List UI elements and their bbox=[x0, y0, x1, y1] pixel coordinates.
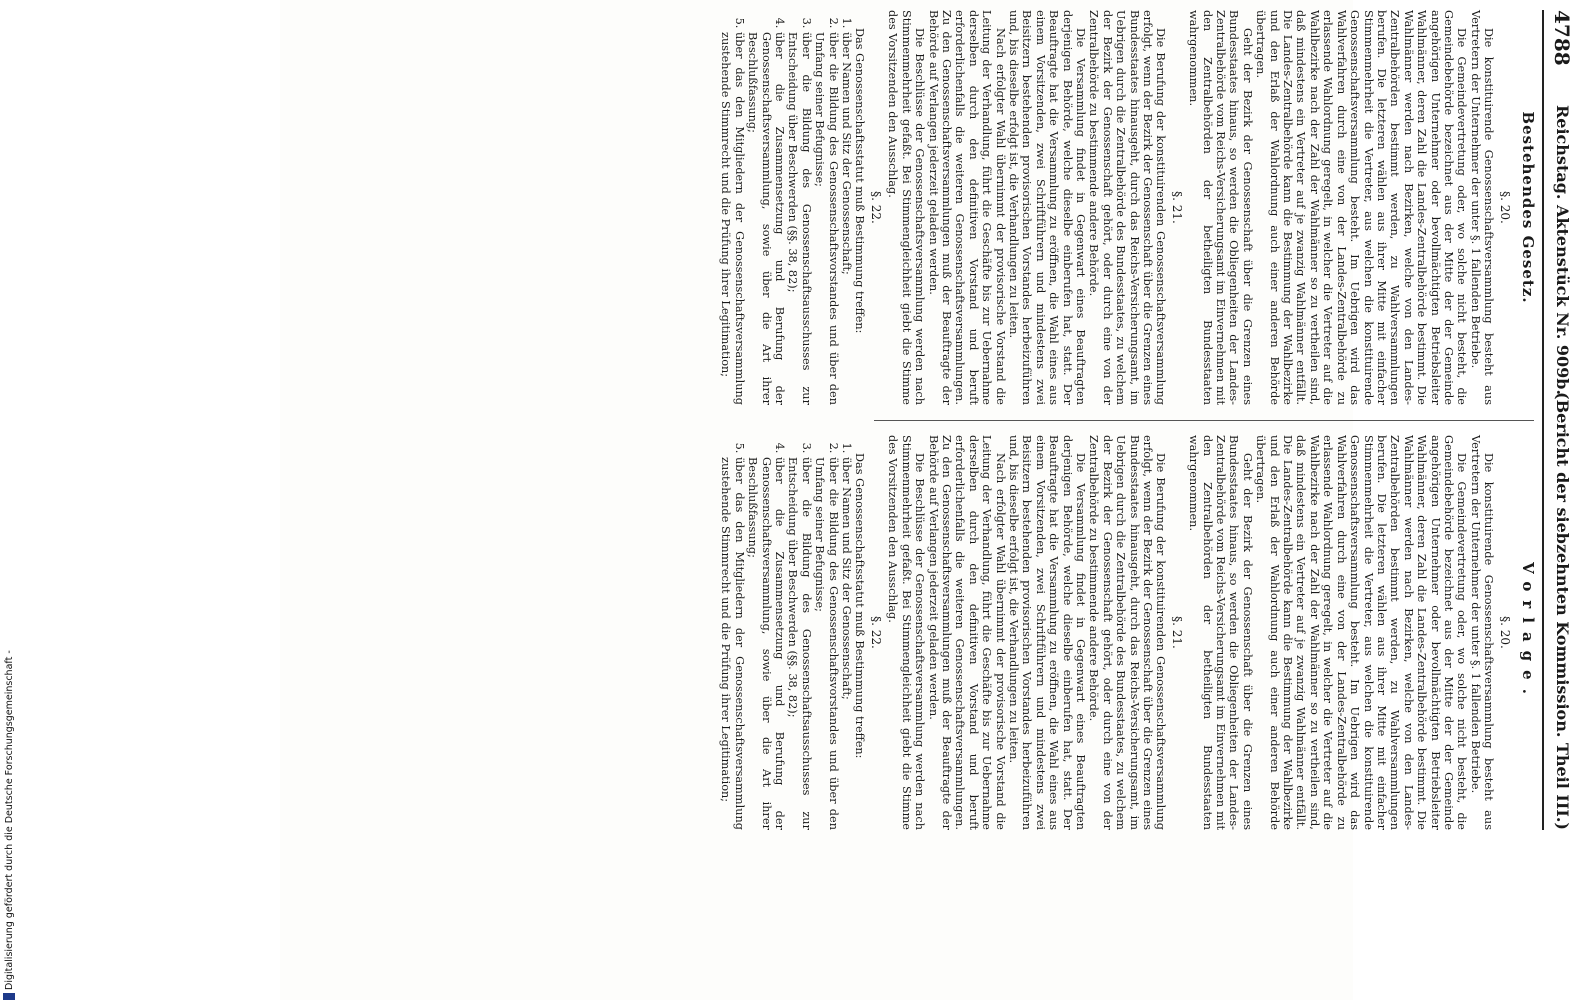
paragraph: Die Versammlung findet in Gegenwart eines Beauftragten derjenigen Behörde, welche dieselbe einberufen hat, statt. Der Beauftragte hat die Versammlung zu eröffnen, die Wahl eines aus einem Vorsitzenden, zwei Schriftführern und mindestens zwei Beisitzern bestehenden provisorischen Vorstandes herbeizuführen und, bis dieselbe erfolgt ist, die Verhandlungen zu leiten. bbox=[1006, 10, 1087, 405]
statute-list-item: 2. über die Bildung des Genossenschaftsvorstandes und über den Umfang seiner Befugnisse; bbox=[813, 457, 840, 830]
statute-list-item: 5. über das den Mitgliedern der Genossenschaftsversammlung zustehende Stimmrecht und die Prüfung ihrer Legitimation; bbox=[719, 32, 746, 405]
paragraph: Die Gemeindevertretung oder, wo solche nicht besteht, die Gemeindebehörde bezeichnet aus der Mitte der der Gemeinde angehörigen Unternehmer oder bevollmächtigten Betriebsleiter Wahlmänner, deren Zahl die Landes-Zentralbehörde bestimmt. Die Wahlmänner werden nach Bezirken, welche von den Landes-Zentralbehörden bestimmt werden, zu Wahlversammlungen berufen. Die letzteren wählen aus ihrer Mitte mit einfacher Stimmenmehrheit die Vertreter, aus welchen die konstituirende Genossenschaftsversammlung besteht. Im Uebrigen wird das Wahlverfahren durch eine von der Landes-Zentralbehörde zu erlassende Wahlordnung geregelt, in welcher die Vertreter auf die Wahlbezirke nach der Zahl der Wahlmänner so zu vertheilen sind, daß mindestens ein Vertreter auf je zwanzig Wahlmänner entfällt. Die Landes-Zentralbehörde kann die Bestimmung der Wahlbezirke und den Erlaß der Wahlordnung auch einer anderen Behörde übertragen. bbox=[1254, 10, 1469, 405]
paragraph: Die Gemeindevertretung oder, wo solche nicht besteht, die Gemeindebehörde bezeichnet aus der Mitte der der Gemeinde angehörigen Unternehmer oder bevollmächtigten Betriebsleiter Wahlmänner, deren Zahl die Landes-Zentralbehörde bestimmt. Die Wahlmänner werden nach Bezirken, welche von den Landes-Zentralbehörden bestimmt werden, zu Wahlversammlungen berufen. Die letzteren wählen aus ihrer Mitte mit einfacher Stimmenmehrheit die Vertreter, aus welchen die konstituirende Genossenschaftsversammlung besteht. Im Uebrigen wird das Wahlverfahren durch eine von der Landes-Zentralbehörde zu erlassende Wahlordnung geregelt, in welcher die Vertreter auf die Wahlbezirke nach der Zahl der Wahlmänner so zu vertheilen sind, daß mindestens ein Vertreter auf je zwanzig Wahlmänner entfällt. Die Landes-Zentralbehörde kann die Bestimmung der Wahlbezirke und den Erlaß der Wahlordnung auch einer anderen Behörde übertragen. bbox=[1254, 435, 1469, 830]
statute-list-item: 5. über das den Mitgliedern der Genossenschaftsversammlung zustehende Stimmrecht und die Prüfung ihrer Legitimation; bbox=[719, 457, 746, 830]
statute-list-item: 1. über Namen und Sitz der Genossenschaft; bbox=[840, 32, 853, 405]
page-header bbox=[1544, 10, 1578, 830]
statute-list-item: 3. über die Bildung des Genossenschaftsausschusses zur Entscheidung über Beschwerden (§§. 38, 82); bbox=[786, 32, 813, 405]
statute-list bbox=[719, 435, 853, 830]
header-title-left: Reichstag. Aktenstück Nr. 909b. bbox=[1553, 105, 1572, 396]
statute-list bbox=[719, 10, 853, 405]
paragraph: Die konstituirende Genossenschaftsversammlung besteht aus Vertretern der Unternehmer der unter §. 1 fallenden Betriebe. bbox=[1468, 10, 1496, 405]
paragraph: Geht der Bezirk der Genossenschaft über die Grenzen eines Bundesstaates hinaus, so werden die Obliegenheiten der Landes-Zentralbehörde vom Reichs-Versicherungsamt im Einvernehmen mit den Zentralbehörden der betheiligten Bundesstaaten wahrgenommen. bbox=[1187, 435, 1254, 830]
page-number: 4788 bbox=[1550, 10, 1574, 66]
digitization-footer bbox=[3, 0, 17, 1000]
statute-list-item: 1. über Namen und Sitz der Genossenschaft; bbox=[840, 457, 853, 830]
statute-list-item: 4. über die Zusammensetzung und Berufung der Genossenschaftsversammlung, sowie über die Art ihrer Beschlußfassung; bbox=[746, 32, 786, 405]
section-title: §. 21. bbox=[1169, 616, 1184, 649]
paragraph: Das Genossenschaftsstatut muß Bestimmung treffen: bbox=[853, 453, 867, 759]
footer-text: Digitalisierung gefördert durch die Deutsche Forschungsgemeinschaft - bbox=[4, 650, 15, 990]
paragraph: Die konstituirende Genossenschaftsversammlung besteht aus Vertretern der Unternehmer der unter §. 1 fallenden Betriebe. bbox=[1468, 435, 1496, 830]
paragraph: Die Beschlüsse der Genossenschaftsversammlung werden nach Stimmenmehrheit gefaßt. Bei Stimmengleichheit giebt die Stimme des Vorsitzenden den Ausschlag. bbox=[886, 10, 927, 405]
paragraph: Nach erfolgter Wahl übernimmt der provisorische Vorstand die Leitung der Verhandlung, führt die Geschäfte bis zur Uebernahme derselben durch den definitiven Vorstand und beruft erforderlichenfalls die weiteren Genossenschaftsversammlungen. Zu den Genossenschaftsversammlungen muß der Beauftragte der Behörde auf Verlangen jederzeit geladen werden. bbox=[926, 435, 1007, 830]
rotated-page-content bbox=[558, 10, 1578, 830]
section-title: §. 20. bbox=[1497, 191, 1512, 224]
paragraph: Die Beschlüsse der Genossenschaftsversammlung werden nach Stimmenmehrheit gefaßt. Bei Stimmengleichheit giebt die Stimme des Vorsitzenden den Ausschlag. bbox=[886, 435, 927, 830]
column-heading: Bestehendes Gesetz. bbox=[1519, 111, 1537, 304]
paragraph: Geht der Bezirk der Genossenschaft über die Grenzen eines Bundesstaates hinaus, so werden die Obliegenheiten der Landes-Zentralbehörde vom Reichs-Versicherungsamt im Einvernehmen mit den Zentralbehörden der betheiligten Bundesstaaten wahrgenommen. bbox=[1187, 10, 1254, 405]
column-proposal bbox=[719, 435, 1537, 830]
column-divider bbox=[874, 420, 1534, 421]
section-title: §. 21. bbox=[1169, 191, 1184, 224]
statute-list-item: 3. über die Bildung des Genossenschaftsausschusses zur Entscheidung über Beschwerden (§§. 38, 82); bbox=[786, 457, 813, 830]
section-title: §. 20. bbox=[1497, 616, 1512, 649]
dfg-logo-icon bbox=[3, 993, 15, 1000]
column-existing-law bbox=[719, 10, 1537, 405]
header-rule bbox=[1542, 10, 1544, 830]
section-title: §. 22. bbox=[868, 616, 883, 649]
paragraph: Die Berufung der konstituirenden Genossenschaftsversammlung erfolgt, wenn der Bezirk der Genossenschaft über die Grenzen eines Bundesstaates hinausgeht, durch das Reichs-Versicherungsamt, im Uebrigen durch die Zentralbehörde des Bundesstaates, zu welchem der Bezirk der Genossenschaft gehört, oder durch eine von der Zentralbehörde zu bestimmende andere Behörde. bbox=[1087, 10, 1168, 405]
paragraph: Die Berufung der konstituirenden Genossenschaftsversammlung erfolgt, wenn der Bezirk der Genossenschaft über die Grenzen eines Bundesstaates hinausgeht, durch das Reichs-Versicherungsamt, im Uebrigen durch die Zentralbehörde des Bundesstaates, zu welchem der Bezirk der Genossenschaft gehört, oder durch eine von der Zentralbehörde zu bestimmende andere Behörde. bbox=[1087, 435, 1168, 830]
paragraph: Die Versammlung findet in Gegenwart eines Beauftragten derjenigen Behörde, welche dieselbe einberufen hat, statt. Der Beauftragte hat die Versammlung zu eröffnen, die Wahl eines aus einem Vorsitzenden, zwei Schriftführern und mindestens zwei Beisitzern bestehenden provisorischen Vorstandes herbeizuführen und, bis dieselbe erfolgt ist, die Verhandlungen zu leiten. bbox=[1006, 435, 1087, 830]
statute-list-item: 2. über die Bildung des Genossenschaftsvorstandes und über den Umfang seiner Befugnisse; bbox=[813, 32, 840, 405]
scanned-page bbox=[280, 0, 1574, 1000]
paragraph: Nach erfolgter Wahl übernimmt der provisorische Vorstand die Leitung der Verhandlung, führt die Geschäfte bis zur Uebernahme derselben durch den definitiven Vorstand und beruft erforderlichenfalls die weiteren Genossenschaftsversammlungen. Zu den Genossenschaftsversammlungen muß der Beauftragte der Behörde auf Verlangen jederzeit geladen werden. bbox=[926, 10, 1007, 405]
header-title-right: (Bericht der siebzehnten Kommission. Theil III.) bbox=[1553, 392, 1572, 830]
paragraph: Das Genossenschaftsstatut muß Bestimmung treffen: bbox=[853, 28, 867, 334]
column-heading: Vorlage. bbox=[1519, 562, 1537, 703]
section-title: §. 22. bbox=[868, 191, 883, 224]
statute-list-item: 4. über die Zusammensetzung und Berufung der Genossenschaftsversammlung, sowie über die Art ihrer Beschlußfassung; bbox=[746, 457, 786, 830]
